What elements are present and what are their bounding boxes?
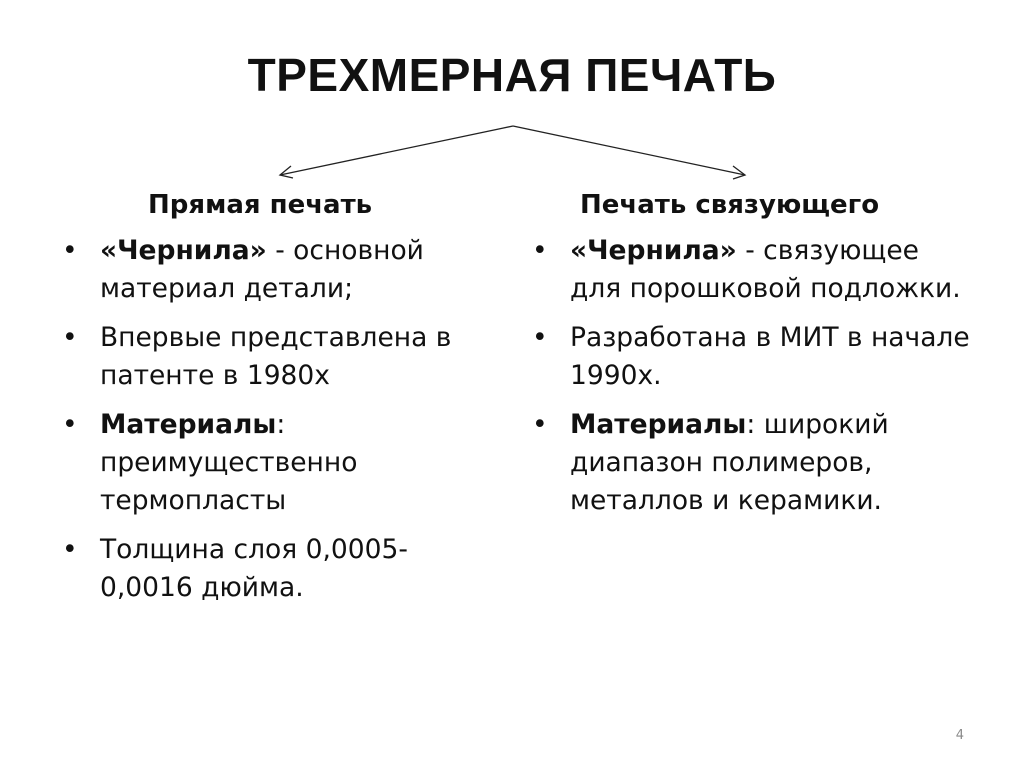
arrow-left-head: [280, 166, 293, 178]
bullet-icon: •: [532, 322, 548, 353]
bullet-icon: •: [62, 322, 78, 353]
bullet-list-right: [530, 232, 970, 520]
list-item: [530, 232, 970, 308]
page-number: 4: [955, 728, 964, 743]
bullet-icon: •: [532, 235, 548, 266]
list-item: [530, 406, 970, 520]
item-text: : широкий диапазон полимеров, металлов и керамики.: [570, 409, 889, 516]
item-text: Толщина слоя 0,0005-0,0016 дюйма.: [100, 534, 408, 603]
item-text: - связующее для порошковой подложки.: [570, 235, 961, 304]
bullet-icon: •: [62, 534, 78, 565]
bullet-icon: •: [62, 235, 78, 266]
arrow-left-line: [280, 126, 513, 175]
item-text: : преимущественно термопласты: [100, 409, 358, 516]
item-bold: Материалы: [100, 409, 277, 440]
column-direct-printing: [60, 186, 500, 618]
bullet-icon: •: [532, 409, 548, 440]
item-bold: Материалы: [570, 409, 747, 440]
item-text: - основной материал детали;: [100, 235, 424, 304]
list-item: [60, 319, 500, 395]
list-item: [60, 406, 500, 520]
list-item: [530, 319, 970, 395]
slide-title: ТРЕХМЕРНАЯ ПЕЧАТЬ: [247, 49, 777, 101]
item-text: Впервые представлена в патенте в 1980х: [100, 322, 452, 391]
column-heading-left: Прямая печать: [148, 190, 373, 220]
list-item: [60, 232, 500, 308]
arrow-right-line: [513, 126, 745, 175]
item-text: Разработана в МИТ в начале 1990х.: [570, 322, 970, 391]
list-item: [60, 531, 500, 607]
arrow-right-head: [733, 166, 745, 179]
item-bold: «Чернила»: [570, 235, 737, 266]
column-heading-right: Печать связующего: [580, 190, 880, 220]
bullet-list-left: [60, 232, 500, 607]
column-binder-printing: [530, 186, 970, 531]
bullet-icon: •: [62, 409, 78, 440]
item-bold: «Чернила»: [100, 235, 267, 266]
